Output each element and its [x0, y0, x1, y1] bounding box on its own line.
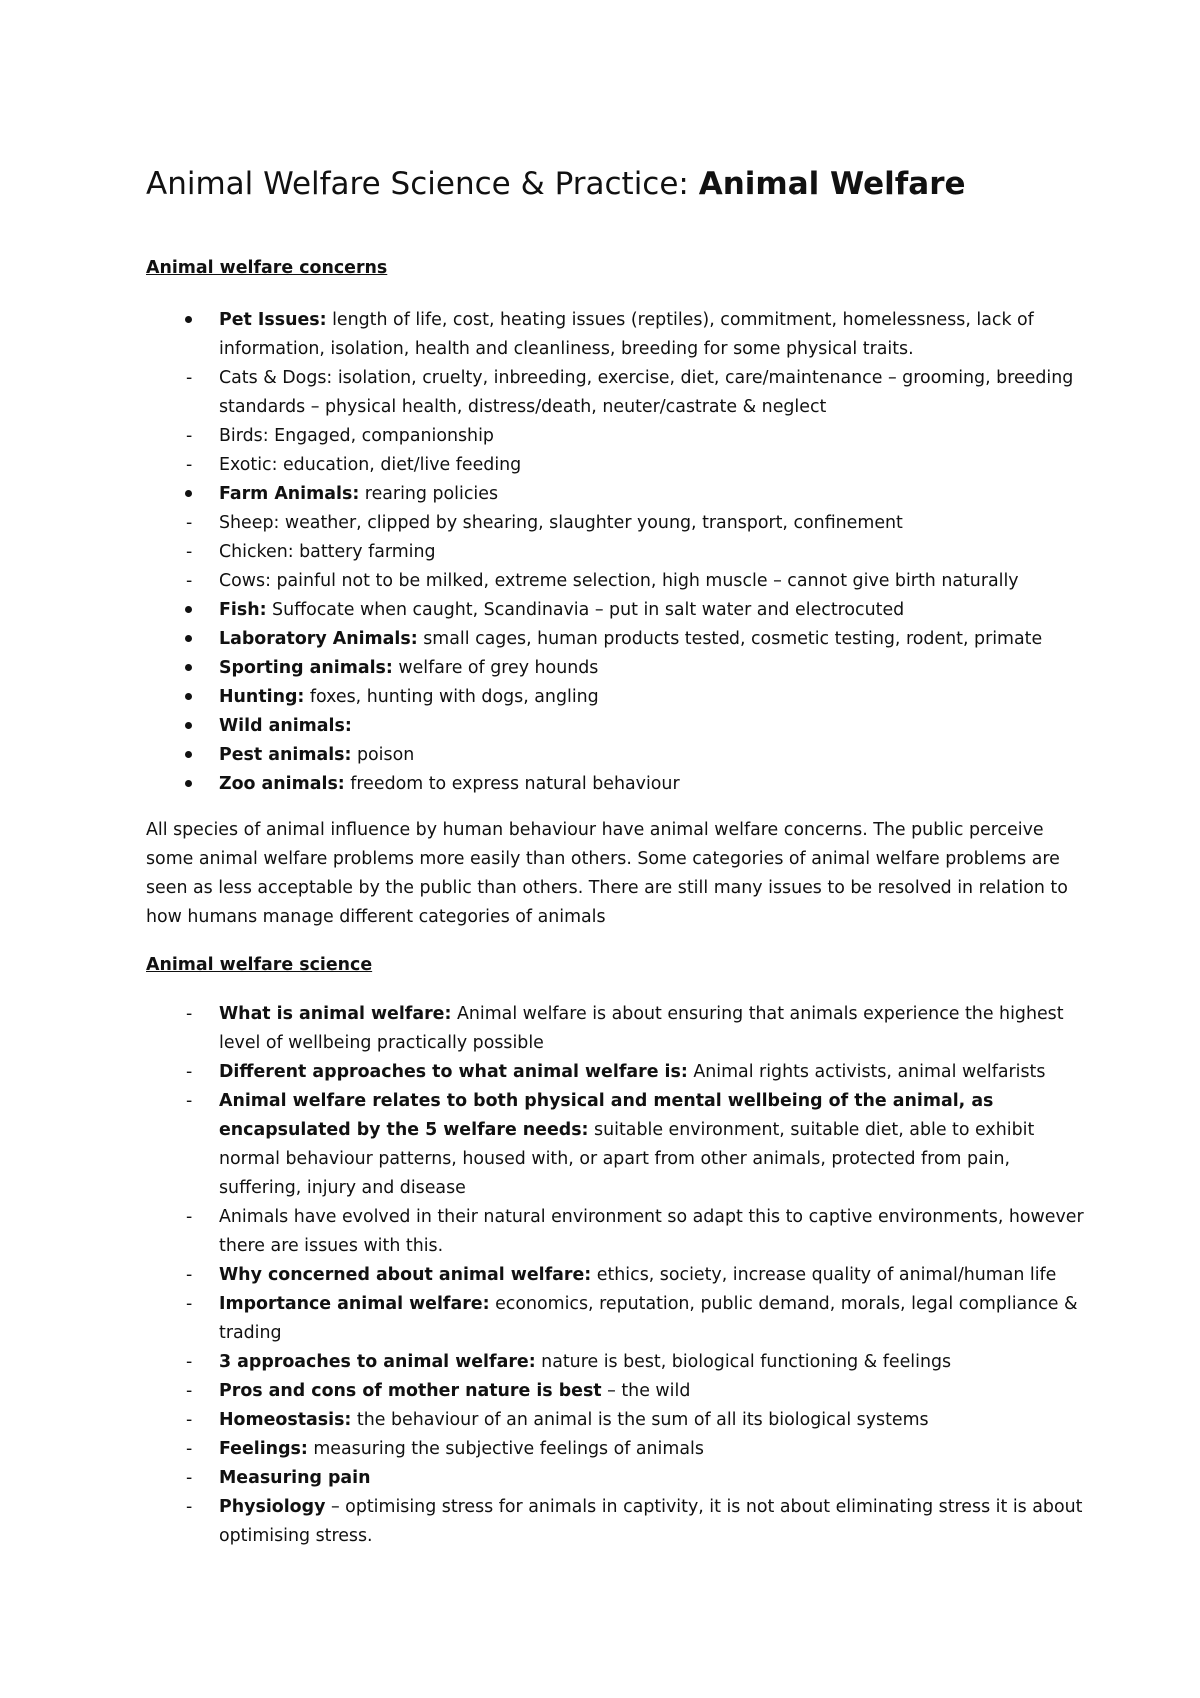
- item-label: What is animal welfare:: [219, 1004, 452, 1024]
- dash-icon: -: [186, 1468, 193, 1488]
- item-text: length of life, cost, heating issues (reptiles), commitment, homelessness, lack of information, isolation, health and cleanliness, breeding for some physical traits.: [219, 310, 1034, 359]
- list-item: [146, 1464, 1086, 1493]
- list-item: [146, 1290, 1086, 1348]
- item-label: Different approaches to what animal welfare is:: [219, 1062, 688, 1082]
- dash-icon: -: [186, 1207, 193, 1227]
- item-text: poison: [351, 745, 415, 765]
- list-item: [146, 1406, 1086, 1435]
- item-label: Farm Animals:: [219, 484, 360, 504]
- item-text: Birds: Engaged, companionship: [219, 426, 494, 446]
- list-item: [146, 1493, 1086, 1551]
- item-text: – optimising stress for animals in captivity, it is not about eliminating stress it is about optimising stress.: [219, 1497, 1083, 1546]
- list-item: [146, 654, 1086, 683]
- list-item: [146, 1058, 1086, 1087]
- concerns-list: [146, 306, 1086, 799]
- dash-icon: -: [186, 1004, 193, 1024]
- item-text: nature is best, biological functioning & feelings: [535, 1352, 952, 1372]
- bullet-icon: [185, 316, 192, 323]
- dash-icon: -: [186, 368, 193, 388]
- item-text: Animal welfare is about ensuring that animals experience the highest level of wellbeing practically possible: [219, 1004, 1064, 1053]
- list-item: [146, 1087, 1086, 1203]
- list-item: [146, 683, 1086, 712]
- list-item: [146, 364, 1086, 422]
- item-text: Cats & Dogs: isolation, cruelty, inbreeding, exercise, diet, care/maintenance – grooming, breeding standards – physical health, distress/death, neuter/castrate & neglect: [219, 368, 1074, 417]
- item-label: Measuring pain: [219, 1468, 371, 1488]
- item-text: Suffocate when caught, Scandinavia – put in salt water and electrocuted: [266, 600, 905, 620]
- item-label: Fish:: [219, 600, 267, 620]
- item-text: – the wild: [601, 1381, 691, 1401]
- summary-paragraph: All species of animal influence by human behaviour have animal welfare concerns. The public perceive some animal welfare problems more easily than others. Some categories of animal welfare problems are seen as less acceptable by the public than others. There are still many issues to be resolved in relation to how humans manage different categories of animals: [146, 820, 1068, 927]
- title-prefix: Animal Welfare Science & Practice:: [146, 166, 699, 202]
- title-emphasis: Animal Welfare: [698, 166, 966, 202]
- dash-icon: -: [186, 571, 193, 591]
- dash-icon: -: [186, 1062, 193, 1082]
- item-label: Pet Issues:: [219, 310, 327, 330]
- list-item: [146, 770, 1086, 799]
- list-item: [146, 1435, 1086, 1464]
- item-text: suitable environment, suitable diet, able to exhibit normal behaviour patterns, housed with, or apart from other animals, protected from pain, suffering, injury and disease: [219, 1120, 1035, 1198]
- dash-icon: -: [186, 1091, 193, 1111]
- item-label: Hunting:: [219, 687, 305, 707]
- item-text: Exotic: education, diet/live feeding: [219, 455, 522, 475]
- list-item: [146, 451, 1086, 480]
- item-label: Physiology: [219, 1497, 326, 1517]
- bullet-icon: [185, 722, 192, 729]
- bullet-icon: [185, 490, 192, 497]
- item-label: Laboratory Animals:: [219, 629, 418, 649]
- bullet-icon: [185, 780, 192, 787]
- list-item: [146, 538, 1086, 567]
- item-label: Homeostasis:: [219, 1410, 352, 1430]
- item-label: Zoo animals:: [219, 774, 345, 794]
- bullet-icon: [185, 606, 192, 613]
- item-label: Animal welfare relates to both physical and mental wellbeing of the animal, as encapsulated by the 5 welfare needs:: [219, 1091, 994, 1140]
- dash-icon: -: [186, 1381, 193, 1401]
- list-item: [146, 480, 1086, 509]
- list-item: [146, 567, 1086, 596]
- item-text: foxes, hunting with dogs, angling: [304, 687, 599, 707]
- item-text: Animal rights activists, animal welfarists: [687, 1062, 1046, 1082]
- dash-icon: -: [186, 513, 193, 533]
- item-text: small cages, human products tested, cosmetic testing, rodent, primate: [417, 629, 1043, 649]
- item-text: Sheep: weather, clipped by shearing, slaughter young, transport, confinement: [219, 513, 903, 533]
- item-label: Importance animal welfare:: [219, 1294, 490, 1314]
- item-label: Wild animals:: [219, 716, 352, 736]
- list-item: [146, 596, 1086, 625]
- item-label: Why concerned about animal welfare:: [219, 1265, 592, 1285]
- section-heading-science: Animal welfare science: [146, 955, 373, 975]
- section-heading-concerns: Animal welfare concerns: [146, 258, 388, 278]
- dash-icon: -: [186, 1352, 193, 1372]
- dash-icon: -: [186, 426, 193, 446]
- item-label: Pest animals:: [219, 745, 352, 765]
- dash-icon: -: [186, 1410, 193, 1430]
- bullet-icon: [185, 693, 192, 700]
- dash-icon: -: [186, 542, 193, 562]
- dash-icon: -: [186, 1439, 193, 1459]
- item-label: Feelings:: [219, 1439, 308, 1459]
- list-item: [146, 1377, 1086, 1406]
- list-item: [146, 1000, 1086, 1058]
- item-text: ethics, society, increase quality of animal/human life: [591, 1265, 1057, 1285]
- item-text: rearing policies: [359, 484, 498, 504]
- item-label: Sporting animals:: [219, 658, 393, 678]
- dash-icon: -: [186, 1497, 193, 1517]
- item-text: Animals have evolved in their natural environment so adapt this to captive environments, however there are issues with this.: [219, 1207, 1084, 1256]
- list-item: [146, 422, 1086, 451]
- item-text: freedom to express natural behaviour: [344, 774, 680, 794]
- science-list: [146, 1000, 1086, 1551]
- list-item: [146, 1203, 1086, 1261]
- item-text: the behaviour of an animal is the sum of all its biological systems: [351, 1410, 929, 1430]
- list-item: [146, 1348, 1086, 1377]
- bullet-icon: [185, 751, 192, 758]
- bullet-icon: [185, 664, 192, 671]
- item-text: measuring the subjective feelings of animals: [307, 1439, 704, 1459]
- dash-icon: -: [186, 1294, 193, 1314]
- item-text: Cows: painful not to be milked, extreme selection, high muscle – cannot give birth naturally: [219, 571, 1019, 591]
- item-text: welfare of grey hounds: [392, 658, 599, 678]
- bullet-icon: [185, 635, 192, 642]
- list-item: [146, 306, 1086, 364]
- list-item: [146, 509, 1086, 538]
- list-item: [146, 741, 1086, 770]
- dash-icon: -: [186, 1265, 193, 1285]
- item-text: Chicken: battery farming: [219, 542, 436, 562]
- item-label: Pros and cons of mother nature is best: [219, 1381, 602, 1401]
- document-title: [146, 166, 966, 202]
- list-item: [146, 1261, 1086, 1290]
- item-label: 3 approaches to animal welfare:: [219, 1352, 536, 1372]
- list-item: [146, 712, 1086, 741]
- dash-icon: -: [186, 455, 193, 475]
- item-text: economics, reputation, public demand, morals, legal compliance & trading: [219, 1294, 1078, 1343]
- list-item: [146, 625, 1086, 654]
